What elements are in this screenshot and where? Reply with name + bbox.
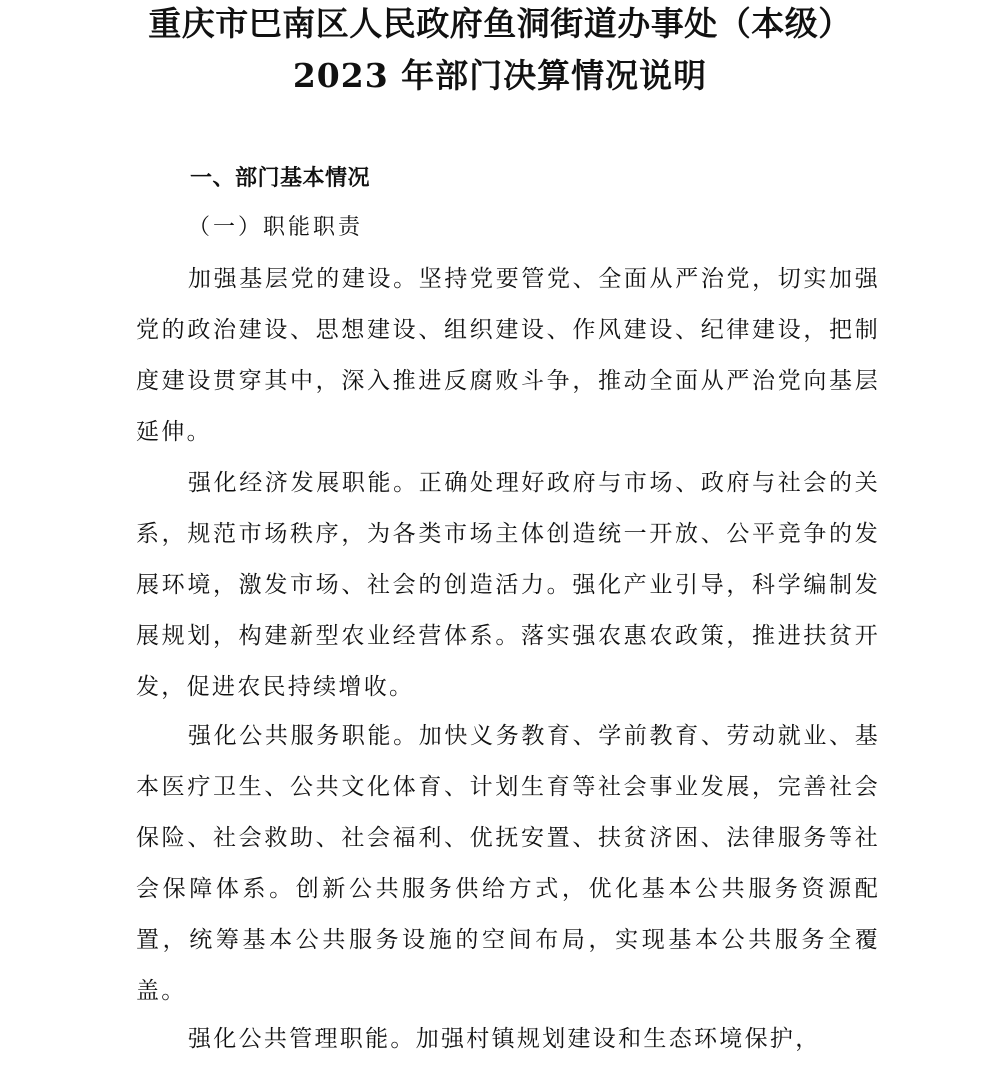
sub-heading: （一）职能职责 [188, 215, 364, 240]
section-heading: 一、部门基本情况 [190, 166, 371, 191]
document-title-line-1: 重庆市巴南区人民政府鱼洞街道办事处（本级） [148, 4, 852, 43]
paragraph: 加强基层党的建设。坚持党要管党、全面从严治党，切实加强党的政治建设、思想建设、组织建设、作风建设、纪律建设，把制度建设贯穿其中，深入推进反腐败斗争，推动全面从严治党向基层延伸。 [136, 266, 880, 445]
paragraph: 强化公共管理职能。加强村镇规划建设和生态环境保护， [188, 1026, 821, 1052]
paragraph: 强化经济发展职能。正确处理好政府与市场、政府与社会的关系，规范市场秩序，为各类市场主体创造统一开放、公平竞争的发展环境，激发市场、社会的创造活力。强化产业引导，科学编制发展规划，构建新型农业经营体系。落实强农惠农政策，推进扶贫开发，促进农民持续增收。 [136, 470, 880, 700]
document-title-line-2: 2023 年部门决算情况说明 [292, 56, 708, 95]
paragraph: 强化公共服务职能。加快义务教育、学前教育、劳动就业、基本医疗卫生、公共文化体育、计划生育等社会事业发展，完善社会保险、社会救助、社会福利、优抚安置、扶贫济困、法律服务等社会保障体系。创新公共服务供给方式，优化基本公共服务资源配置，统筹基本公共服务设施的空间布局，实现基本公共服务全覆盖。 [136, 723, 880, 1004]
